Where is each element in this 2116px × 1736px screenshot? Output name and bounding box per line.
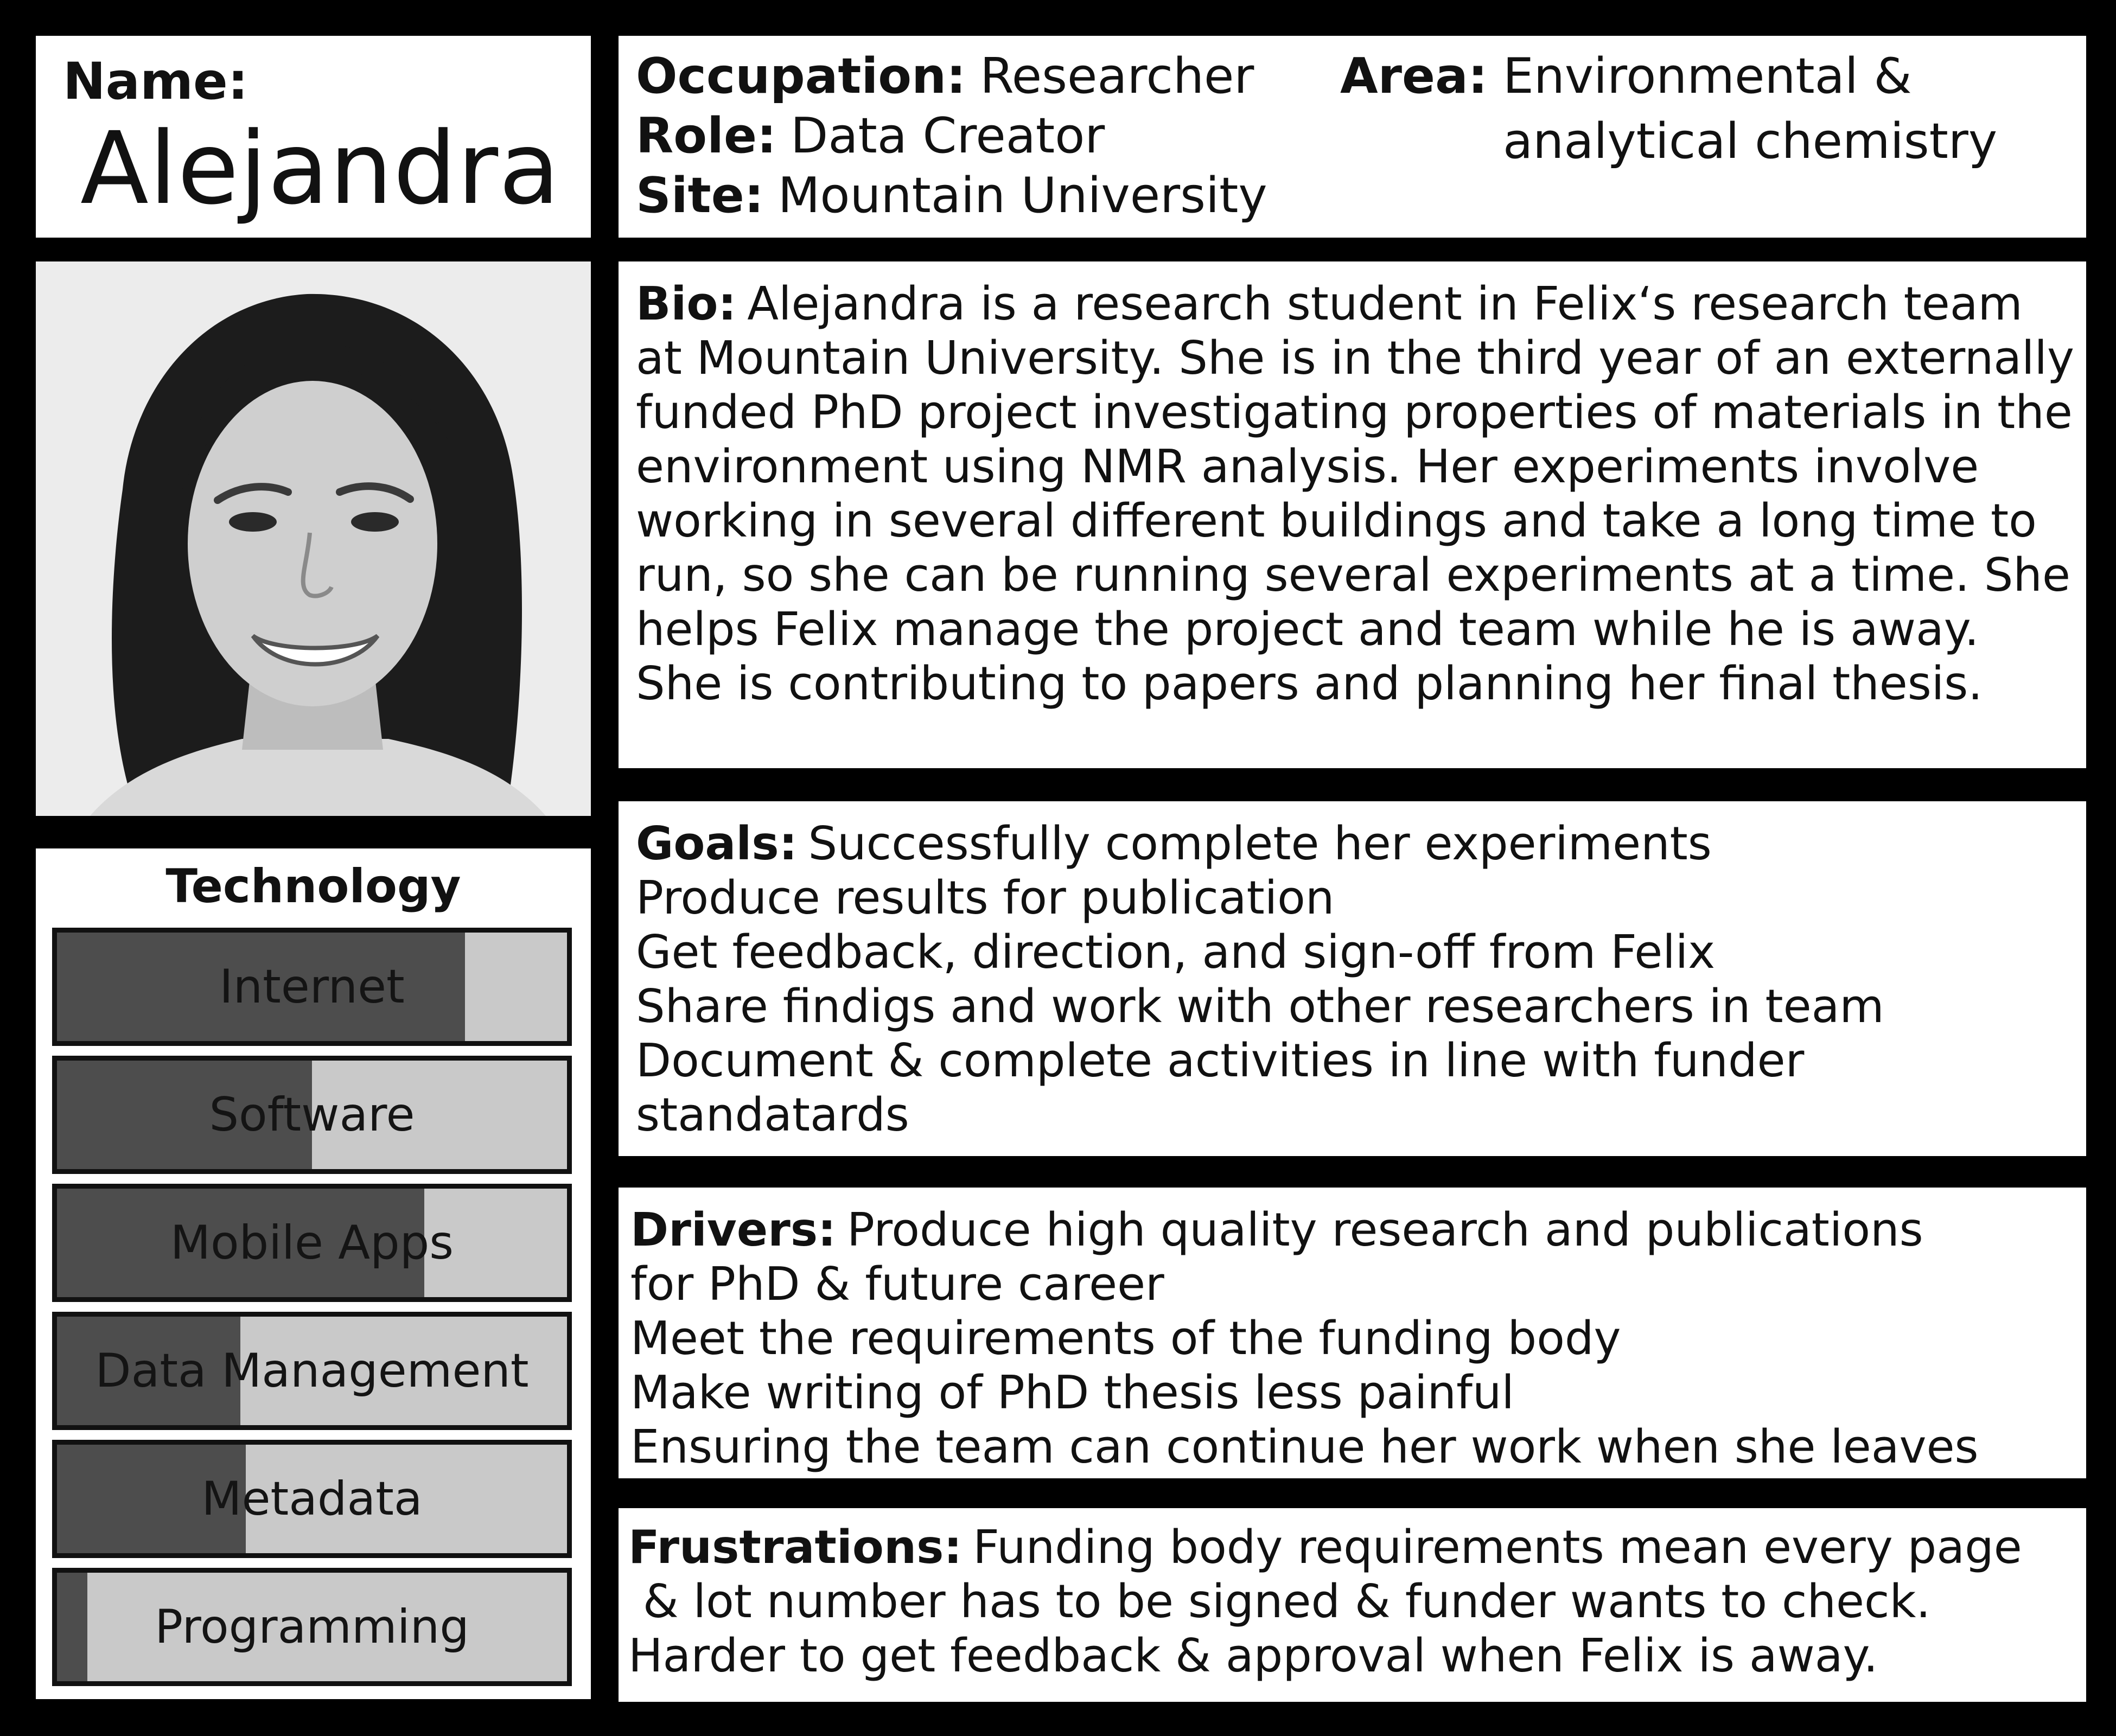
bio-text-block xyxy=(636,277,2076,711)
tech-bar-internet xyxy=(52,928,572,1046)
technology-panel xyxy=(36,848,591,1699)
persona-photo xyxy=(36,261,591,816)
area-label: Area: xyxy=(1340,48,1488,105)
tech-bar-software xyxy=(52,1056,572,1174)
goals-text-block xyxy=(636,816,2076,1142)
frustrations-label: Frustrations: xyxy=(628,1521,963,1574)
goals-line: Share findigs and work with other researchers in team xyxy=(636,980,1884,1033)
technology-title: Technology xyxy=(165,859,461,914)
portrait-image xyxy=(36,261,591,816)
goals-panel xyxy=(619,801,2086,1156)
tech-bar-data-management xyxy=(52,1312,572,1430)
drivers-line: Drivers: Produce high quality research and publications xyxy=(630,1203,1923,1256)
bio-text: Alejandra is a research student in Felix‘s research team at Mountain University. She is in the third year of an externally funded PhD project investigating properties of materials in the environment using NMR analysis. Her experiments involve working in several different buildings and take a long time to run, so she can be running several experiments at a time. She helps Felix manage the project and team while he is away. She is contributing to papers and planning her final thesis. xyxy=(636,277,2075,710)
frustrations-line: Harder to get feedback & approval when Felix is away. xyxy=(628,1629,1878,1682)
area-value-line-1: Environmental & xyxy=(1503,48,1912,105)
frustrations-panel xyxy=(619,1508,2086,1702)
site-value: Mountain University xyxy=(777,167,1267,224)
goals-line: Produce results for publication xyxy=(636,871,1335,924)
tech-label-mobile-apps: Mobile Apps xyxy=(170,1216,454,1270)
goals-line: standatards xyxy=(636,1088,909,1141)
tech-label-programming: Programming xyxy=(155,1600,469,1654)
drivers-label: Drivers: xyxy=(630,1203,836,1256)
area-value-line-2: analytical chemistry xyxy=(1503,113,1998,170)
drivers-text-block xyxy=(630,1203,2076,1474)
occupation-row xyxy=(636,48,1254,105)
drivers-line: for PhD & future career xyxy=(630,1258,1164,1311)
role-value: Data Creator xyxy=(791,107,1105,164)
drivers-line: Make writing of PhD thesis less painful xyxy=(630,1366,1514,1419)
occupation-value: Researcher xyxy=(980,48,1254,105)
tech-label-data-management: Data Management xyxy=(95,1344,529,1398)
tech-bar-programming xyxy=(52,1568,572,1686)
site-label: Site: xyxy=(636,167,764,224)
name-panel xyxy=(36,36,591,238)
site-row xyxy=(636,167,1267,224)
bio-panel xyxy=(619,261,2086,768)
role-label: Role: xyxy=(636,107,777,164)
occupation-label: Occupation: xyxy=(636,48,966,105)
drivers-line: Meet the requirements of the funding body xyxy=(630,1312,1621,1365)
frustrations-text-block xyxy=(628,1520,2076,1683)
goals-label: Goals: xyxy=(636,817,798,870)
frustrations-line: Frustrations: Funding body requirements mean every page xyxy=(628,1521,2022,1574)
tech-bar-metadata xyxy=(52,1440,572,1558)
info-panel xyxy=(619,36,2086,238)
bio-label: Bio: xyxy=(636,277,737,330)
role-row xyxy=(636,107,1105,164)
tech-label-software: Software xyxy=(209,1088,415,1142)
goals-line: Document & complete activities in line with funder xyxy=(636,1034,1805,1087)
drivers-panel xyxy=(619,1188,2086,1478)
frustrations-line: & lot number has to be signed & funder wants to check. xyxy=(628,1575,1931,1628)
persona-name: Alejandra xyxy=(80,111,560,227)
name-label: Name: xyxy=(63,52,248,111)
tech-bar-mobile-apps xyxy=(52,1184,572,1302)
drivers-line: Ensuring the team can continue her work when she leaves xyxy=(630,1420,1979,1473)
goals-line: Goals: Successfully complete her experiments xyxy=(636,817,1712,870)
tech-label-internet: Internet xyxy=(219,960,405,1014)
tech-label-metadata: Metadata xyxy=(201,1472,423,1526)
goals-line: Get feedback, direction, and sign-off from Felix xyxy=(636,926,1716,979)
